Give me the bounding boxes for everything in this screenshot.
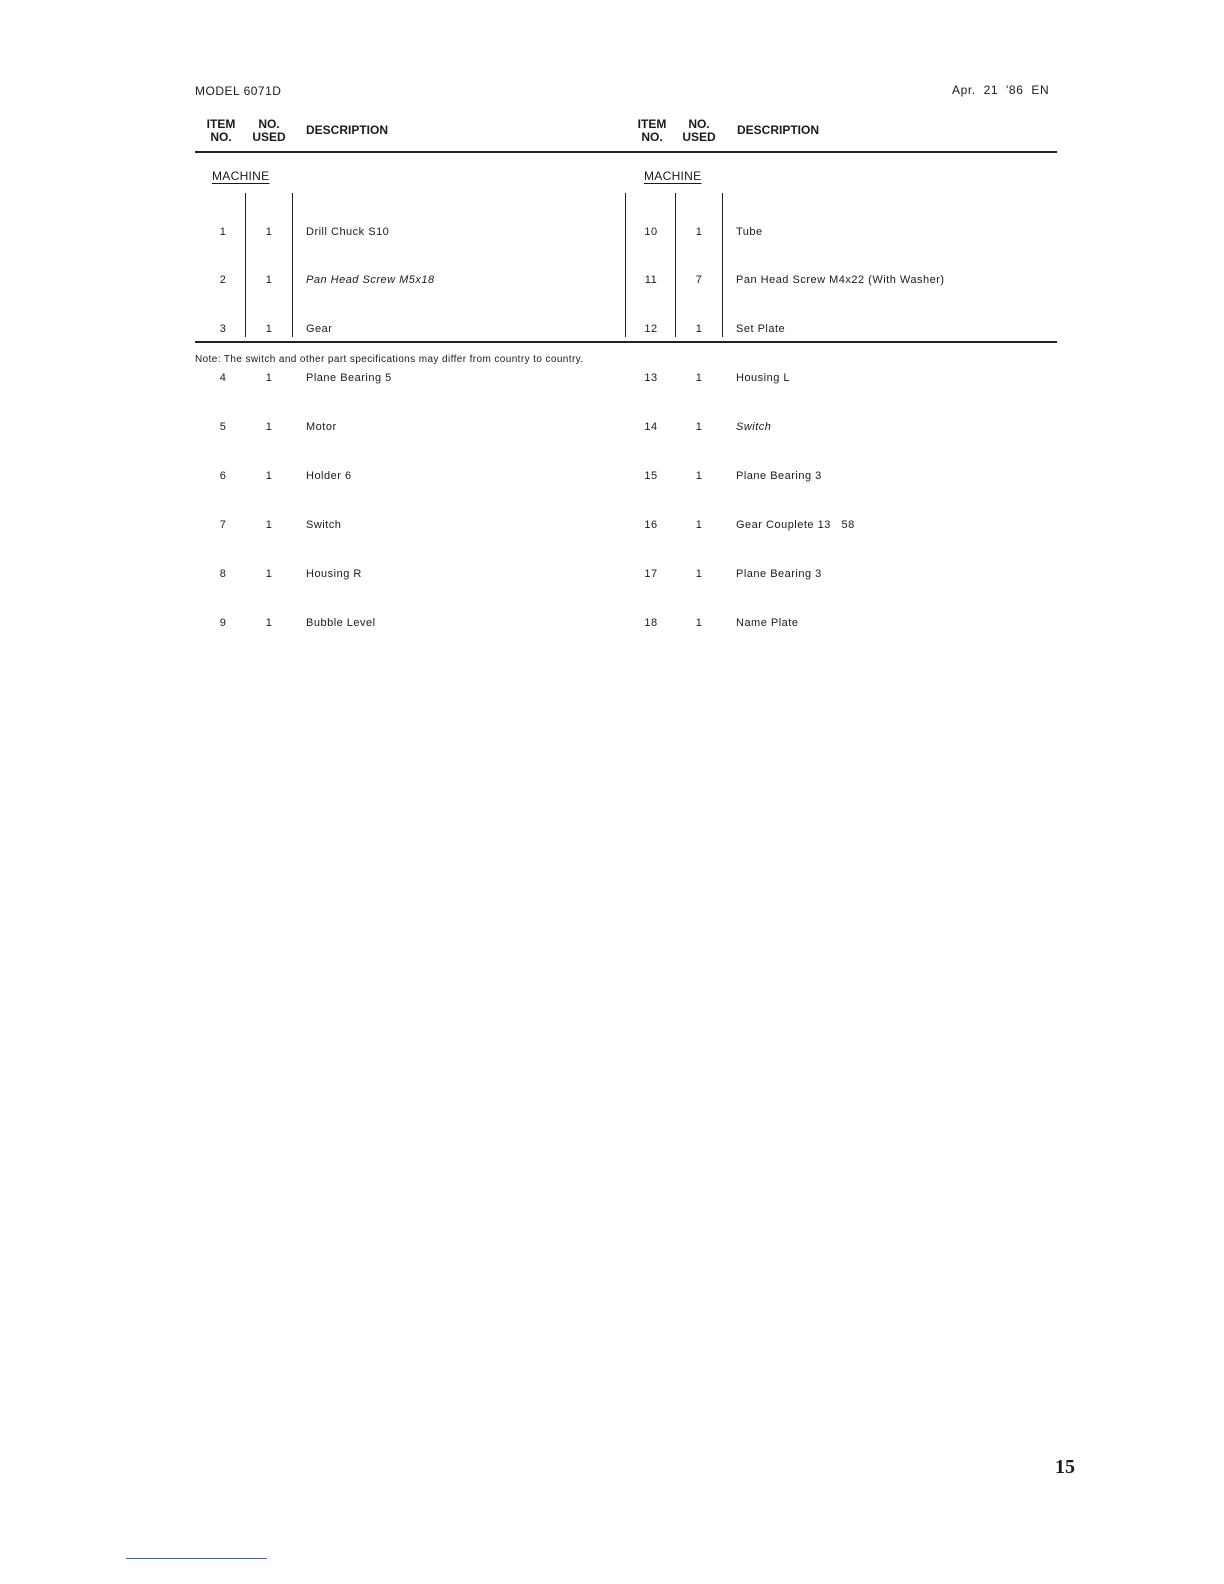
table-cell: Pan Head Screw M4x22 (With Washer): [736, 274, 945, 287]
table-cell: 5: [219, 421, 227, 434]
column-divider: [675, 193, 676, 337]
table-cell: Tube: [736, 225, 763, 238]
table-cell: Motor: [306, 421, 337, 434]
table-cell: 12: [644, 323, 658, 336]
column-divider: [722, 193, 723, 337]
left-section-title: MACHINE: [212, 169, 270, 183]
table-cell: 14: [644, 421, 658, 434]
table-cell: 10: [644, 225, 658, 238]
column-divider: [245, 193, 246, 337]
header-line: NO.: [258, 117, 280, 131]
table-cell: 1: [265, 616, 273, 629]
left-item-no-header: [200, 118, 242, 144]
table-cell: 1: [695, 567, 703, 580]
table-cell: 7: [219, 518, 227, 531]
table-cell: 1: [695, 470, 703, 483]
header-line: USED: [682, 130, 716, 144]
table-cell: 15: [644, 470, 658, 483]
table-cell: Switch: [306, 518, 342, 531]
table-cell: Drill Chuck S10: [306, 225, 390, 238]
footer-rule: [126, 1558, 267, 1559]
table-cell: 6: [219, 470, 227, 483]
table-cell: Housing R: [306, 567, 362, 580]
left-item-numbers: [205, 191, 241, 647]
table-cell: 11: [644, 274, 658, 287]
left-no-used-header: [248, 118, 290, 144]
table-cell: 1: [265, 567, 273, 580]
table-cell: 1: [265, 372, 273, 385]
column-divider: [625, 193, 626, 337]
table-cell: 1: [265, 470, 273, 483]
table-cell: Set Plate: [736, 323, 786, 336]
table-cell: 1: [695, 225, 703, 238]
table-cell: 17: [644, 567, 658, 580]
right-description-header: DESCRIPTION: [737, 123, 820, 137]
model-number: MODEL 6071D: [195, 84, 282, 98]
column-divider: [292, 193, 293, 337]
left-description-header: DESCRIPTION: [306, 123, 389, 137]
right-used-counts: [682, 191, 716, 647]
table-cell: Switch: [736, 421, 772, 434]
table-cell: 1: [695, 372, 703, 385]
right-descriptions: [736, 191, 945, 647]
table-cell: 1: [265, 518, 273, 531]
table-cell: Plane Bearing 5: [306, 372, 392, 385]
left-descriptions: [306, 191, 435, 647]
left-used-counts: [252, 191, 286, 647]
header-line: NO.: [641, 130, 663, 144]
table-cell: 1: [265, 274, 273, 287]
table-cell: Plane Bearing 3: [736, 470, 822, 483]
table-bottom-rule: [195, 341, 1057, 343]
table-cell: Housing L: [736, 372, 791, 385]
table-cell: 2: [219, 274, 227, 287]
page-number: 15: [1055, 1456, 1075, 1478]
table-cell: Bubble Level: [306, 616, 376, 629]
right-section-title: MACHINE: [644, 169, 702, 183]
header-line: ITEM: [206, 117, 236, 131]
table-cell: 1: [265, 323, 273, 336]
footnote: Note: The switch and other part specifications may differ from country to country.: [195, 354, 584, 365]
table-cell: 1: [265, 421, 273, 434]
header-line: USED: [252, 130, 286, 144]
right-item-no-header: [631, 118, 673, 144]
table-cell: 4: [219, 372, 227, 385]
table-cell: 16: [644, 518, 658, 531]
document-date: Apr. 21 '86 EN: [952, 83, 1050, 97]
table-cell: Plane Bearing 3: [736, 567, 822, 580]
table-cell: Holder 6: [306, 470, 352, 483]
table-cell: 1: [695, 323, 703, 336]
header-line: NO.: [688, 117, 710, 131]
table-cell: 3: [219, 323, 227, 336]
table-cell: 7: [695, 274, 703, 287]
right-no-used-header: [678, 118, 720, 144]
right-item-numbers: [632, 191, 670, 647]
table-cell: Name Plate: [736, 616, 799, 629]
table-cell: 1: [695, 518, 703, 531]
header-rule: [195, 151, 1057, 153]
table-cell: 1: [265, 225, 273, 238]
table-cell: Gear: [306, 323, 333, 336]
table-cell: 9: [219, 616, 227, 629]
table-cell: 1: [219, 225, 227, 238]
table-cell: 8: [219, 567, 227, 580]
table-cell: Gear Couplete 13 58: [736, 518, 855, 531]
table-cell: Pan Head Screw M5x18: [306, 274, 435, 287]
table-cell: 1: [695, 421, 703, 434]
table-cell: 18: [644, 616, 658, 629]
header-line: NO.: [210, 130, 232, 144]
table-cell: 1: [695, 616, 703, 629]
header-line: ITEM: [637, 117, 667, 131]
table-cell: 13: [644, 372, 658, 385]
